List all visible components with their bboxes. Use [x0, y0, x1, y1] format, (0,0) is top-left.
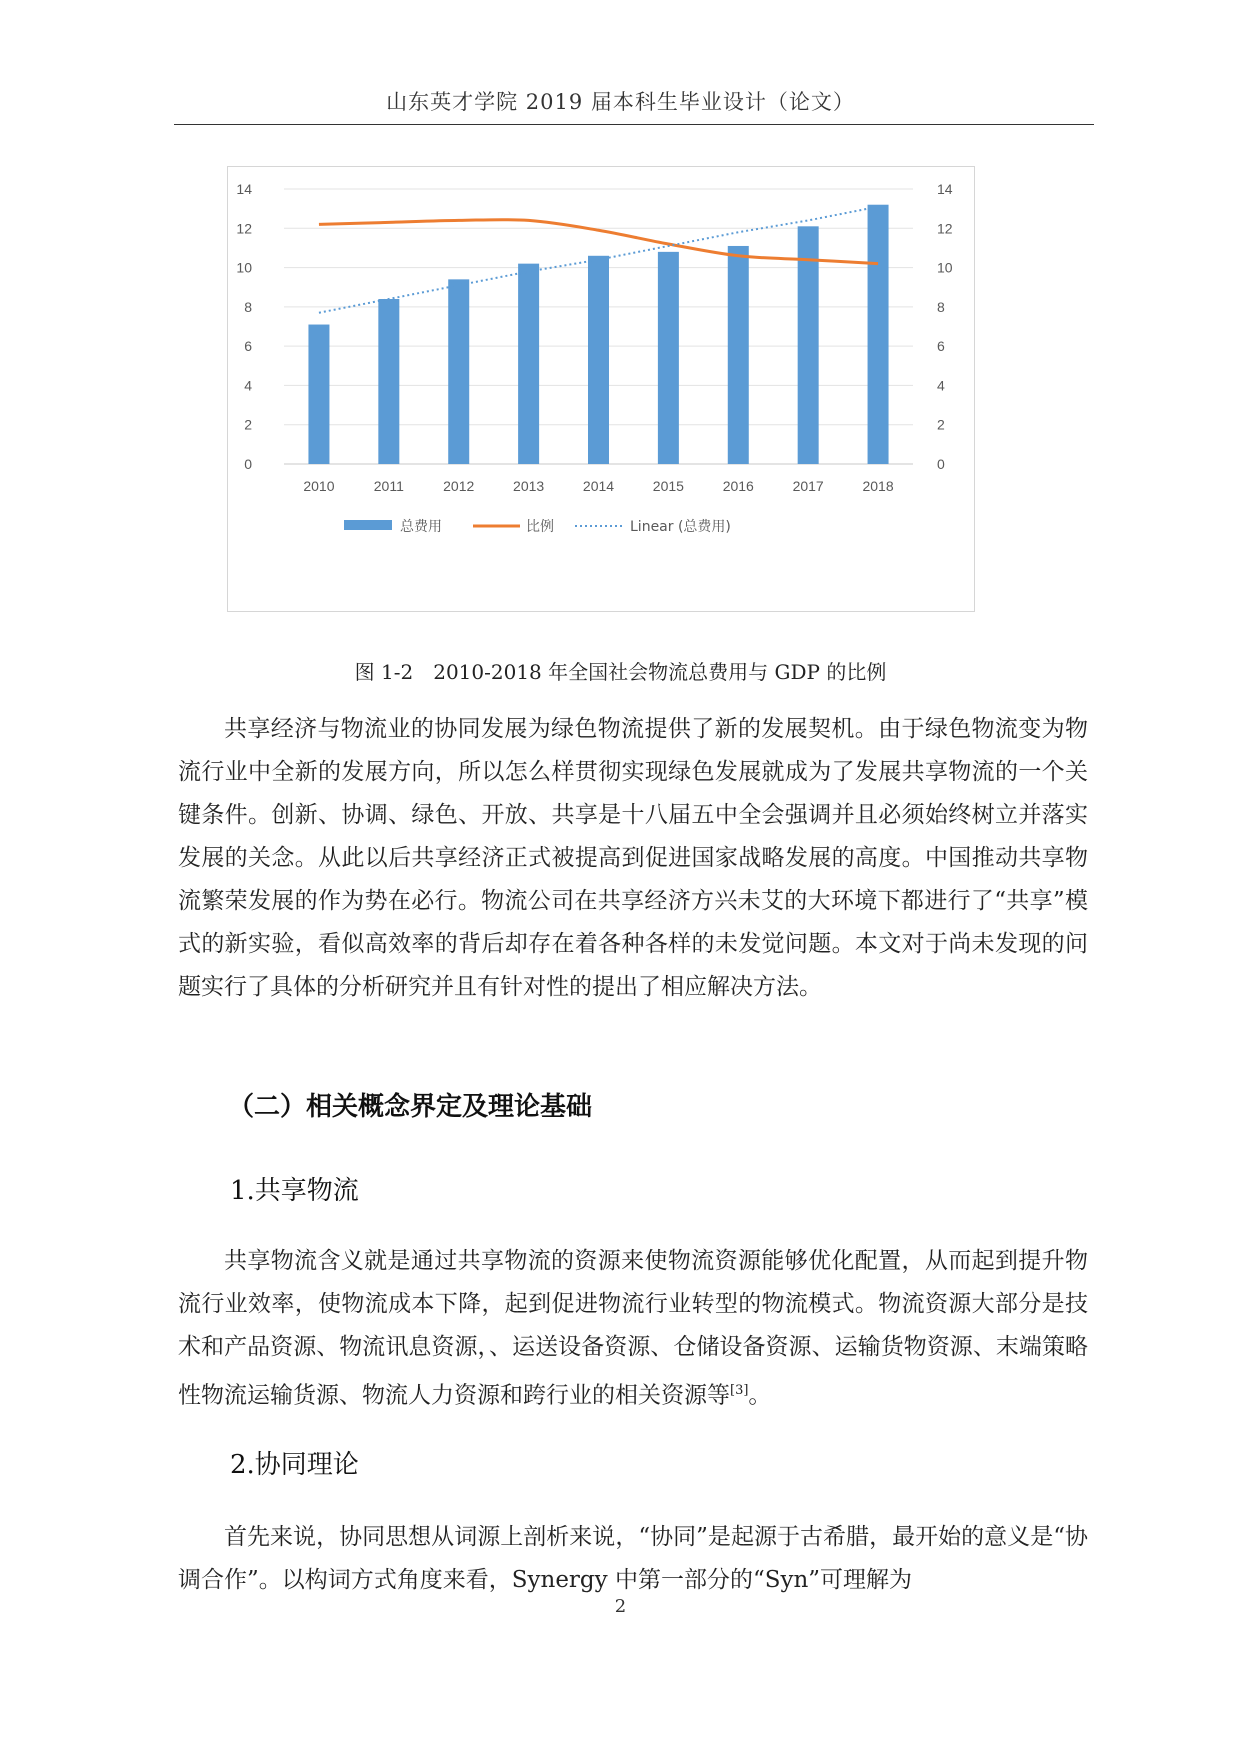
figure-caption: 图 1-2 2010-2018 年全国社会物流总费用与 GDP 的比例: [354, 660, 887, 684]
legend-label-line: 比例: [526, 519, 554, 535]
page-header: 山东英才学院 2019 届本科生毕业设计（论文）: [386, 90, 855, 114]
legend-swatch-bar: [344, 520, 392, 530]
left-axis-tick-label: 0: [244, 456, 252, 472]
bar-2012: [448, 279, 469, 464]
left-axis-tick-label: 2: [244, 416, 252, 433]
bar-2016: [728, 246, 749, 464]
left-axis-tick-label: 8: [244, 298, 252, 315]
category-label: 2010: [303, 478, 335, 494]
right-axis-tick-label: 12: [937, 220, 953, 237]
legend-label-trendline: Linear (总费用): [630, 519, 731, 535]
left-axis-tick-label: 14: [236, 181, 252, 197]
bar-2015: [658, 252, 679, 464]
section-heading: （二）相关概念界定及理论基础: [228, 1092, 593, 1122]
legend-label-bar: 总费用: [400, 519, 442, 535]
category-label: 2015: [652, 478, 684, 494]
category-label: 2018: [862, 478, 894, 494]
subsection-heading-2: 2.协同理论: [230, 1450, 359, 1480]
left-axis-tick-label: 6: [244, 338, 252, 355]
bar-2010: [308, 325, 329, 464]
right-axis-tick-label: 14: [937, 181, 953, 197]
right-axis-tick-label: 8: [937, 298, 945, 315]
right-axis-tick-label: 6: [937, 338, 945, 355]
bar-2017: [798, 226, 819, 464]
category-label: 2016: [722, 478, 754, 494]
right-axis-tick-label: 0: [937, 456, 945, 472]
left-axis-tick-label: 10: [236, 259, 252, 276]
chart-frame: [227, 166, 975, 612]
category-label: 2014: [582, 478, 615, 494]
category-label: 2011: [373, 478, 404, 494]
bar-2018: [868, 205, 889, 464]
category-label: 2013: [513, 478, 545, 494]
paragraph-1: 共享经济与物流业的协同发展为绿色物流提供了新的发展契机。由于绿色物流变为物流行业中全新的发展方向，所以怎么样贯彻实现绿色发展就成为了发展共享物流的一个关键条件。创新、协调、绿色、开放、共享是十八届五中全会强调并且必须始终树立并落实发展的关念。从此以后共享经济正式被提高到促进国家战略发展的高度。中国推动共享物流繁荣发展的作为势在必行。物流公司在共享经济方兴未艾的大环境下都进行了“共享”模式的新实验，看似高效率的背后却存在着各种各样的未发觉问题。本文对于尚未发现的问题实行了具体的分析研究并且有针对性的提出了相应解决方法。: [178, 716, 1088, 1000]
left-axis-tick-label: 4: [244, 377, 252, 394]
paragraph-2: [178, 1240, 1088, 1418]
page-number: 2: [614, 1596, 627, 1617]
bar-2014: [588, 256, 609, 464]
paragraph-3: 首先来说，协同思想从词源上剖析来说，“协同”是起源于古希腊，最开始的意义是“协调合作”。以构词方式角度来看，Synergy 中第一部分的“Syn”可理解为: [178, 1524, 1088, 1593]
bar-2013: [518, 264, 539, 464]
category-label: 2012: [443, 478, 475, 494]
subsection-heading-1: 1.共享物流: [230, 1176, 359, 1206]
paragraph-2-text: 共享物流含义就是通过共享物流的资源来使物流资源能够优化配置，从而起到提升物流行业效率，使物流成本下降，起到促进物流行业转型的物流模式。物流资源大部分是技术和产品资源、物流讯息资源，、运送设备资源、仓储设备资源、运输货物资源、末端策略性物流运输货源、物流人力资源和跨行业的相关资源等: [178, 1248, 1088, 1409]
bar-2011: [378, 299, 399, 464]
combo-chart: [228, 167, 974, 611]
citation-3[interactable]: [3]: [730, 1383, 749, 1398]
right-axis-tick-label: 4: [937, 377, 945, 394]
right-axis-tick-label: 10: [937, 259, 953, 276]
left-axis-tick-label: 12: [236, 220, 252, 237]
header-rule: [174, 124, 1094, 125]
paragraph-2-end: 。: [748, 1382, 772, 1409]
category-label: 2017: [792, 478, 824, 494]
right-axis-tick-label: 2: [937, 416, 945, 433]
